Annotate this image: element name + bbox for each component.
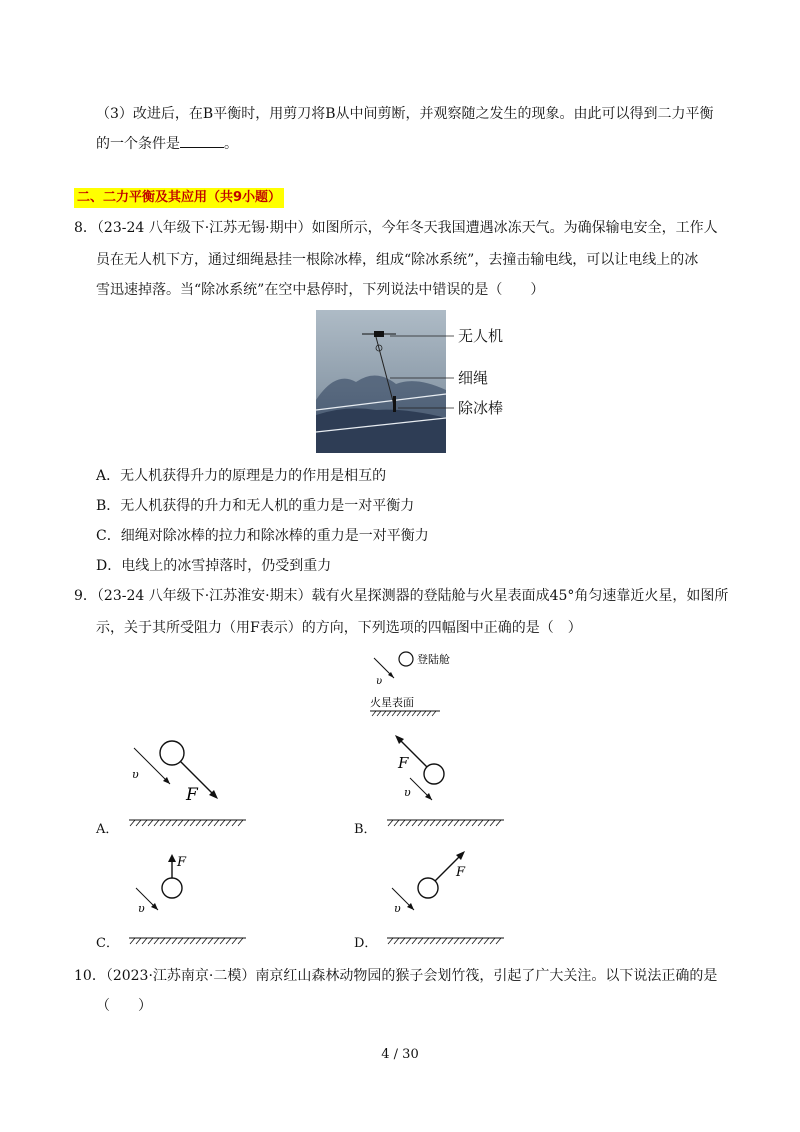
svg-text:υ: υ xyxy=(376,676,383,687)
q10-line2: （ ） xyxy=(96,998,152,1014)
q7-line2 xyxy=(96,134,238,154)
q10-line1: 10．（2023·江苏南京·二模）南京红山森林动物园的猴子会划竹筏，引起了广大关注。以下说法正确的是 xyxy=(74,968,718,984)
q9-option-c-figure xyxy=(124,850,254,950)
svg-text:F: F xyxy=(456,865,466,880)
q8-line3: 雪迅速掉落。当“除冰系统”在空中悬停时，下列说法中错误的是（ ） xyxy=(96,282,545,298)
page-number: 4 / 30 xyxy=(381,1047,419,1062)
svg-text:F: F xyxy=(186,785,198,805)
svg-text:登陆舱: 登陆舱 xyxy=(417,653,450,666)
q8-line1: 8．（23-24 八年级下·江苏无锡·期中）如图所示，今年冬天我国遭遇冰冻天气。为确保输电安全，工作人 xyxy=(74,220,718,236)
svg-text:υ: υ xyxy=(132,768,139,781)
q9-option-d-figure xyxy=(382,850,512,950)
q9-line1: 9．（23-24 八年级下·江苏淮安·期末）载有火星探测器的登陆舱与火星表面成45°角匀速靠近火星，如图所 xyxy=(74,588,729,604)
q8-line2: 员在无人机下方，通过细绳悬挂一根除冰棒，组成“除冰系统”，去撞击输电线，可以让电线上的冰 xyxy=(96,252,699,268)
q9-option-a-figure xyxy=(124,730,254,830)
q7-line1: （3）改进后，在B平衡时，用剪刀将B从中间剪断，并观察随之发生的现象。由此可以得到二力平衡 xyxy=(96,106,714,122)
svg-text:火星表面: 火星表面 xyxy=(370,696,414,709)
svg-text:υ: υ xyxy=(138,902,145,915)
q7-line2-suffix: 。 xyxy=(224,136,238,152)
q9-option-d-letter: D． xyxy=(354,936,378,951)
svg-text:υ: υ xyxy=(404,786,411,799)
svg-text:F: F xyxy=(177,855,187,870)
svg-text:υ: υ xyxy=(394,902,401,915)
q9-option-b-letter: B． xyxy=(354,822,377,837)
lander-icon xyxy=(399,652,413,666)
deicing-rod-icon xyxy=(393,396,396,412)
q9-reference-figure xyxy=(360,648,460,718)
q8-option-d: D．电线上的冰雪掉落时，仍受到重力 xyxy=(96,558,332,574)
label-drone: 无人机 xyxy=(458,327,504,345)
q8-option-a: A．无人机获得升力的原理是力的作用是相互的 xyxy=(96,468,387,484)
q8-option-b: B．无人机获得的升力和无人机的重力是一对平衡力 xyxy=(96,498,415,514)
svg-text:F: F xyxy=(398,754,409,772)
q9-line2: 示，关于其所受阻力（用F表示）的方向，下列选项的四幅图中正确的是（ ） xyxy=(96,620,582,636)
answer-blank xyxy=(180,135,224,148)
q8-option-c: C．细绳对除冰棒的拉力和除冰棒的重力是一对平衡力 xyxy=(96,528,429,544)
q7-line2-prefix: 的一个条件是 xyxy=(96,136,180,152)
section-heading: 二、二力平衡及其应用（共9小题） xyxy=(74,188,284,208)
q9-option-a-letter: A． xyxy=(96,822,119,837)
label-rod: 除冰棒 xyxy=(458,399,504,417)
q9-option-c-letter: C． xyxy=(96,936,119,951)
q9-option-b-figure xyxy=(382,730,512,830)
label-rope: 细绳 xyxy=(458,369,489,387)
